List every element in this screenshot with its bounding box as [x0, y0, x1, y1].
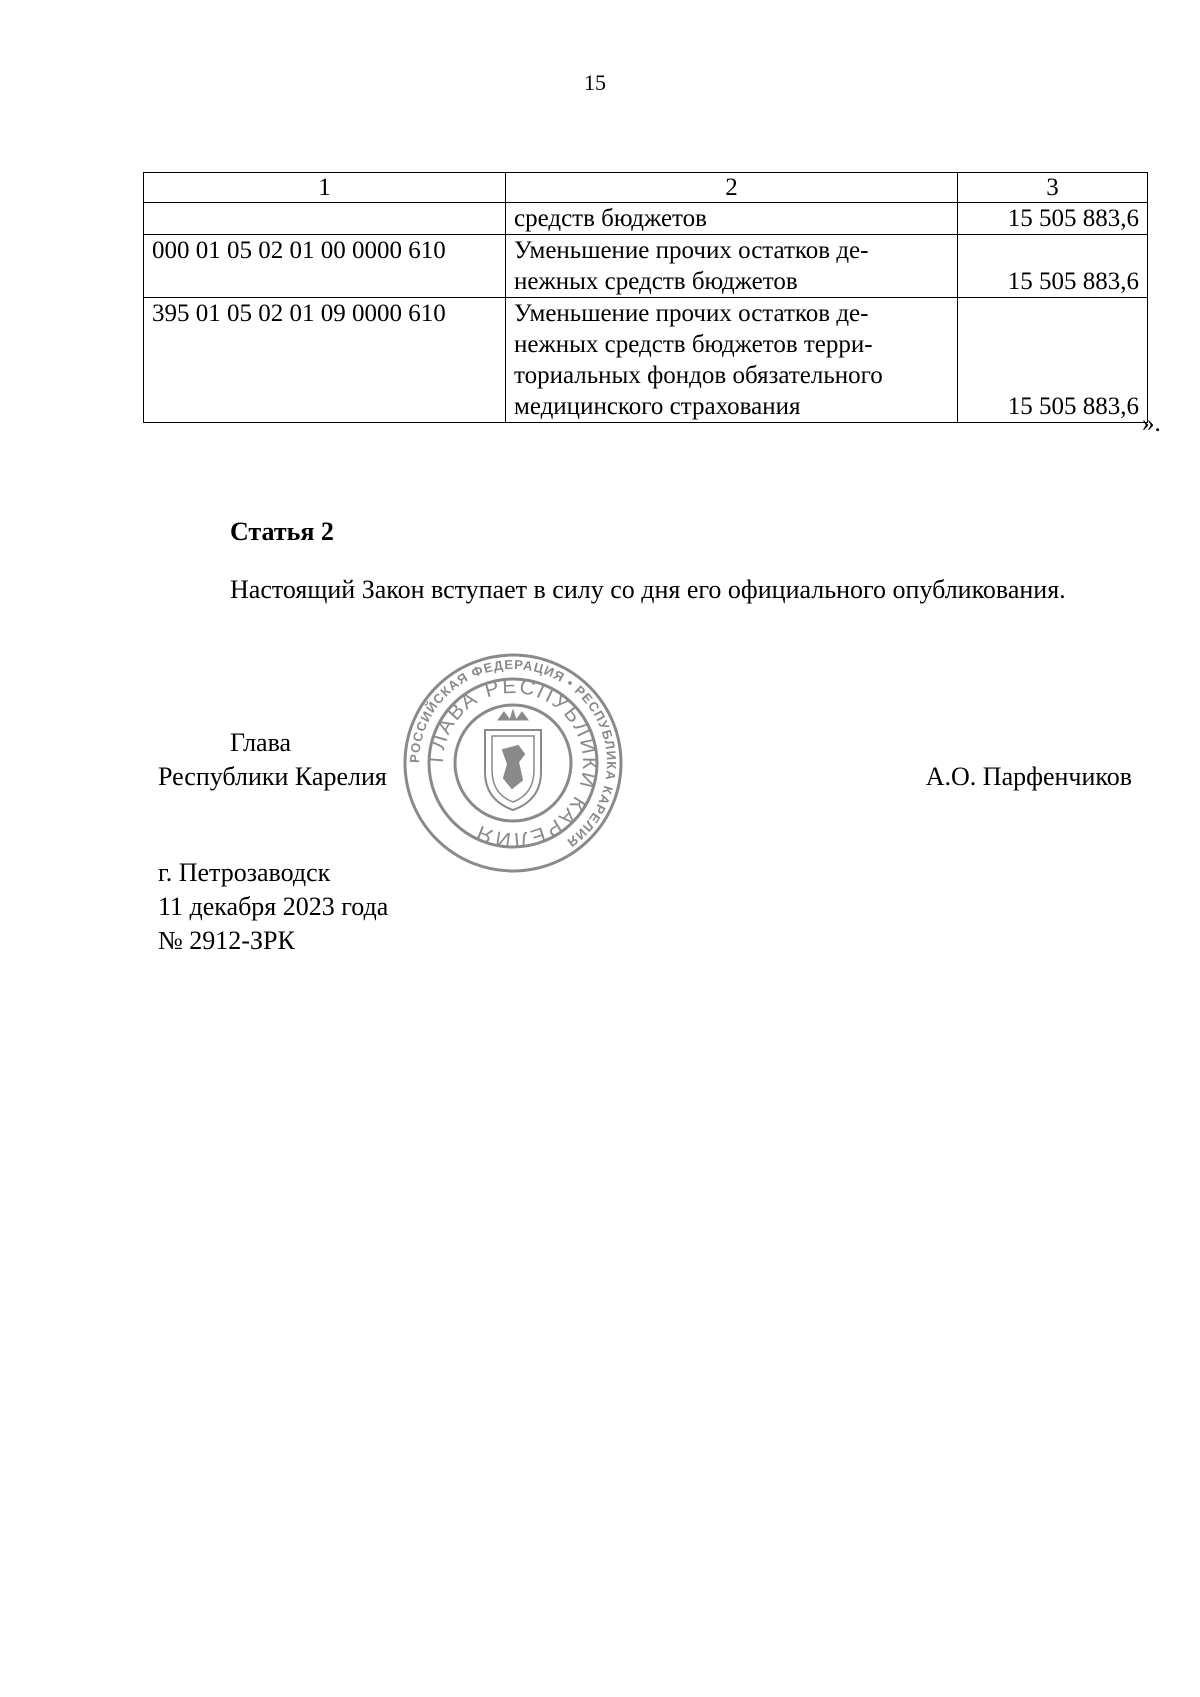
row-amount: 15 505 883,6 [958, 203, 1148, 235]
row-amount: 15 505 883,6 [958, 298, 1148, 423]
row-description: Уменьшение прочих остатков де- нежных средств бюджетов [506, 235, 958, 298]
signer-region: Республики Карелия [158, 762, 387, 791]
row-code: 000 01 05 02 01 00 0000 610 [144, 235, 506, 298]
signer-title: Глава [230, 728, 292, 757]
budget-table [143, 172, 1148, 423]
row-code [144, 203, 506, 235]
law-number: № 2912-ЗРК [158, 926, 295, 955]
table-row [144, 298, 1148, 423]
table-row [144, 203, 1148, 235]
table-row [144, 235, 1148, 298]
table-header-row [144, 173, 1148, 203]
header-col-2: 2 [506, 173, 958, 203]
row-amount: 15 505 883,6 [958, 235, 1148, 298]
date-of-signing: 11 декабря 2023 года [158, 892, 389, 921]
header-col-1: 1 [144, 173, 506, 203]
row-description: Уменьшение прочих остатков де- нежных средств бюджетов терри- ториальных фондов обязательного медицинского страхования [506, 298, 958, 423]
header-col-3: 3 [958, 173, 1148, 203]
official-seal-stamp [400, 650, 626, 876]
page-number: 15 [584, 70, 606, 95]
closing-quote-mark: ». [1142, 410, 1161, 437]
coat-of-arms-icon [485, 710, 541, 810]
seal-inner-text: ГЛАВА РЕСПУБЛИКИ КАРЕЛИЯ [424, 674, 602, 852]
article-title: Статья 2 [230, 517, 334, 546]
seal-emblem [400, 650, 626, 876]
place-of-signing: г. Петрозаводск [158, 858, 331, 887]
seal-outer-text: РОССИЙСКАЯ ФЕДЕРАЦИЯ • РЕСПУБЛИКА КАРЕЛИЯ [406, 656, 620, 851]
row-code: 395 01 05 02 01 09 0000 610 [144, 298, 506, 423]
article-body: Настоящий Закон вступает в силу со дня его официального опубликования. [230, 575, 1066, 604]
signer-name: А.О. Парфенчиков [925, 762, 1132, 791]
row-description: средств бюджетов [506, 203, 958, 235]
